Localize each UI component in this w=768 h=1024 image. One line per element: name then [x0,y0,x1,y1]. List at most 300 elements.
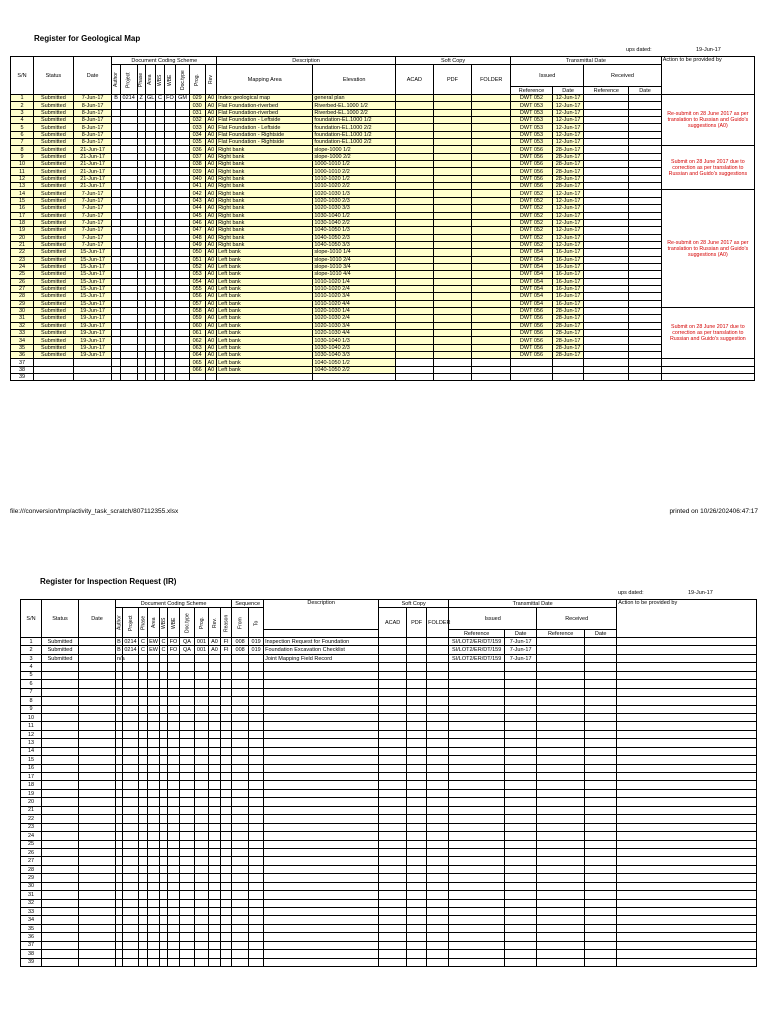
ir-cell-action [617,646,757,654]
cell-acad [396,146,434,153]
cell-author [112,146,120,153]
ir-cell-phase [139,688,148,696]
cell-acad [396,197,434,204]
cell-wbs [156,374,164,381]
ir-cell-sn: 30 [21,882,42,890]
ir-cell-acad [379,764,407,772]
cell-sn: 34 [11,337,34,344]
cell-project [120,256,137,263]
ir-cell-status [42,680,79,688]
ir-cell-doctype [180,739,195,747]
ir-cell-area: EW [149,638,158,645]
ir-cell-date [79,730,116,738]
ir-cell-rref [537,773,585,781]
ir-cell-phase [139,663,148,671]
ir-cell-doctype [180,857,195,865]
ir-cell-ref [449,848,505,856]
cell-idate: 12-Jun-17 [552,219,583,226]
cell-idate: 28-Jun-17 [552,146,583,153]
ir-cell-sn: 18 [21,781,42,789]
cell-phase [137,249,145,256]
ir-col-phase: Phase [139,608,148,638]
cell-pdf [433,374,472,381]
ir-cell-phase [139,916,148,924]
ir-cell-from [232,916,249,924]
table-row [21,941,757,949]
ir-cell-rev [209,958,221,966]
ir-cell-desc [264,865,379,873]
cell-prog: 030 [189,102,205,109]
cell-project [120,175,137,182]
ir-cell-desc [264,924,379,932]
ir-cell-author [116,722,123,730]
col-issued-reference: Reference [511,87,553,95]
cell-area [145,183,155,190]
ir-cell-prog [195,680,209,688]
ir-cell-project [123,789,139,797]
cell-pdf [433,197,472,204]
ir-cell-rref [537,823,585,831]
ir-cell-reason [221,874,232,882]
cell-phase [137,285,145,292]
cell-action [661,366,754,373]
cell-rev: A0 [205,190,217,197]
ir-cell-acad [379,680,407,688]
ir-cell-folder [427,840,449,848]
ir-cell-wbe [168,891,180,899]
ir-cell-sn: 34 [21,916,42,924]
cell-prog: 036 [189,146,205,153]
ir-cell-rdate [585,697,617,705]
cell-phase [137,300,145,307]
table-row [11,256,755,263]
cell-area [145,337,155,344]
cell-area-name: Left bank [217,322,313,329]
cell-sn: 9 [11,153,34,160]
cell-phase [137,153,145,160]
ir-cell-folder [427,663,449,671]
ir-cell-folder [427,857,449,865]
cell-ref: DWT 052 [511,219,553,226]
ir-cell-area [148,680,160,688]
ir-cell-rdate [585,764,617,772]
ir-cell-project [123,688,139,696]
cell-status: Submitted [34,263,74,270]
table-row [21,848,757,856]
cell-project [120,139,137,146]
ir-cell-phase [139,654,148,662]
ir-cell-date [79,739,116,747]
cell-pdf [433,219,472,226]
cell-folder [472,131,511,138]
ir-cell-project [123,697,139,705]
ir-cell-acad [379,848,407,856]
cell-wbe [164,256,176,263]
cell-idate: 28-Jun-17 [552,175,583,182]
table-row [21,874,757,882]
cell-project [120,109,137,116]
cell-status: Submitted [34,271,74,278]
ir-cell-sn: 27 [21,857,42,865]
cell-date: 7-Jun-17 [73,205,112,212]
cell-phase [137,241,145,248]
col-project: Project [120,65,137,95]
ir-cell-prog [195,840,209,848]
ir-cell-idate [505,823,537,831]
cell-elev: 1020-1030 3/4 [313,322,396,329]
table-row [11,322,755,329]
ir-cell-to [249,924,264,932]
cell-project [120,271,137,278]
ir-cell-doctype [180,764,195,772]
cell-prog: 051 [189,256,205,263]
ir-cell-folder [427,798,449,806]
cell-idate: 28-Jun-17 [552,344,583,351]
table-row [11,337,755,344]
ir-cell-prog [195,823,209,831]
ir-cell-ref [449,671,505,679]
ir-cell-wbe [168,654,180,662]
ir-cell-sn: 23 [21,823,42,831]
cell-doctype [176,278,190,285]
cell-author: B [112,95,120,102]
ir-cell-rdate [585,781,617,789]
ir-cell-wbs [160,908,168,916]
cell-wbe [164,124,176,131]
ir-cell-status: Submitted [42,646,79,654]
cell-doctype [176,161,190,168]
ir-cell-idate [505,924,537,932]
cell-rev: A0 [205,352,217,359]
cell-wbs [156,337,164,344]
ir-cell-status [42,815,79,823]
ir-cell-doctype [180,950,195,958]
ir-cell-wbs [160,764,168,772]
ir-cell-rev [209,950,221,958]
cell-acad [396,256,434,263]
cell-phase [137,366,145,373]
cell-rev: A0 [205,241,217,248]
cell-prog: 037 [189,153,205,160]
ir-cell-acad [379,739,407,747]
ir-cell-date [79,654,116,662]
cell-area [145,117,155,124]
cell-ref: DWT 052 [511,95,553,102]
ir-cell-pdf [407,840,427,848]
ir-cell-wbs [160,924,168,932]
ir-cell-to [249,747,264,755]
ir-cell-acad [379,781,407,789]
cell-elev: 1020-1030 3/3 [313,205,396,212]
cell-author [112,256,120,263]
cell-area-name: Flat Foundation - Leftside [217,117,313,124]
ir-cell-action [617,933,757,941]
cell-ref: DWT 053 [511,109,553,116]
cell-area-name: Left bank [217,366,313,373]
cell-author [112,359,120,366]
ir-cell-rref [537,654,585,662]
cell-phase [137,293,145,300]
cell-rdate [629,183,661,190]
ir-cell-status [42,781,79,789]
ir-cell-date [79,722,116,730]
cell-doctype [176,190,190,197]
ir-cell-wbe [168,798,180,806]
cell-sn: 15 [11,197,34,204]
ir-cell-rev [209,671,221,679]
ir-col-description: Description [264,600,379,630]
ir-cell-project [123,730,139,738]
ir-cell-acad [379,924,407,932]
ir-cell-reason [221,924,232,932]
cell-doctype [176,175,190,182]
ir-cell-status [42,671,79,679]
ir-cell-date [79,638,116,646]
cell-area-name: Left bank [217,300,313,307]
ir-cell-from: 008 [232,646,249,654]
ir-cell-action [617,705,757,713]
cell-rev: A0 [205,153,217,160]
ir-cell-reason [221,713,232,721]
ir-cell-desc [264,933,379,941]
ir-cell-reason [221,950,232,958]
ir-cell-status: Submitted [42,654,79,662]
cell-doctype [176,205,190,212]
ir-cell-area [148,713,160,721]
ir-cell-rref [537,806,585,814]
table-row [21,882,757,890]
ir-cell-rref [537,950,585,958]
ir-cell-acad [379,857,407,865]
ir-cell-date [79,857,116,865]
ir-cell-date [79,916,116,924]
cell-project [120,212,137,219]
ir-cell-date [79,663,116,671]
cell-idate: 28-Jun-17 [552,330,583,337]
cell-area [145,153,155,160]
ir-col-project: Project [123,608,139,638]
ir-cell-idate [505,697,537,705]
ir-cell-wbe [168,697,180,705]
ir-cell-idate [505,916,537,924]
ir-cell-reason [221,705,232,713]
cell-wbs [156,124,164,131]
cell-pdf [433,95,472,102]
ir-cell-pdf [407,773,427,781]
ir-cell-desc [264,688,379,696]
cell-wbe [164,190,176,197]
ir-cell-phase [139,756,148,764]
ir-cell-pdf [407,663,427,671]
cell-acad [396,131,434,138]
ir-cell-rdate [585,654,617,662]
cell-status: Submitted [34,190,74,197]
ir-cell-from [232,958,249,966]
cell-prog: 053 [189,271,205,278]
ir-cell-doctype [180,789,195,797]
col-mapping-area: Mapping Area [217,65,313,95]
cell-date [73,366,112,373]
ir-cell-acad [379,713,407,721]
ir-cell-ref [449,713,505,721]
cell-phase [137,359,145,366]
ir-cell-wbs [160,663,168,671]
ir-cell-desc [264,764,379,772]
cell-area-name: Right bank [217,205,313,212]
ir-cell-reason [221,806,232,814]
ir-cell-phase [139,798,148,806]
ir-cell-project [123,865,139,873]
ir-cell-project [123,908,139,916]
ir-cell-folder [427,764,449,772]
cell-rdate [629,285,661,292]
ir-cell-rdate [585,806,617,814]
ir-cell-status [42,840,79,848]
ir-cell-desc [264,840,379,848]
ir-cell-status [42,874,79,882]
cell-doctype [176,227,190,234]
cell-sn: 39 [11,374,34,381]
cell-phase [137,227,145,234]
cell-folder [472,322,511,329]
cell-prog: 057 [189,300,205,307]
cell-prog: 064 [189,352,205,359]
cell-rev: A0 [205,227,217,234]
action-note: Submit on 28 June 2017 due to correction as per translation to Russian and Guido's suggestions [661,146,754,190]
cell-date: 21-Jun-17 [73,168,112,175]
ir-col-rev: Rev. [209,608,221,638]
cell-area: GL [146,95,155,102]
ir-cell-date [79,756,116,764]
ir-cell-sn: 33 [21,908,42,916]
cell-sn: 33 [11,330,34,337]
cell-prog: 039 [189,168,205,175]
cell-author [112,131,120,138]
ir-cell-rev [209,823,221,831]
cell-elev: Riverbed-EL.1000 2/2 [313,109,396,116]
ir-cell-idate [505,730,537,738]
cell-date: 19-Jun-17 [73,322,112,329]
cell-wbs [156,285,164,292]
cell-folder [472,168,511,175]
ir-cell-date [79,899,116,907]
cell-rev: A0 [205,219,217,226]
ir-cell-rdate [585,789,617,797]
cell-rref [584,352,629,359]
ir-cell-author [116,789,123,797]
cell-acad [396,344,434,351]
ir-cell-sn: 28 [21,865,42,873]
cell-idate: 12-Jun-17 [552,139,583,146]
ir-cell-acad [379,958,407,966]
ir-cell-wbe [168,806,180,814]
ir-cell-action [617,865,757,873]
ir-cell-action [617,764,757,772]
table-row [21,739,757,747]
cell-elev: slope-1010 2/4 [313,256,396,263]
ir-col-soft-copy: Soft Copy [379,600,449,608]
cell-date: 15-Jun-17 [73,300,112,307]
ir-cell-action [617,697,757,705]
cell-rev: A0 [205,95,217,102]
cell-folder [472,109,511,116]
ir-cell-action [617,823,757,831]
cell-elev: 1030-1040 2/2 [313,219,396,226]
ir-cell-author [116,671,123,679]
cell-acad [396,278,434,285]
ir-cell-action [617,941,757,949]
ir-cell-rdate [585,908,617,916]
cell-rdate [629,300,661,307]
cell-wbe [164,263,176,270]
cell-date: 8-Jun-17 [73,117,112,124]
cell-phase [137,344,145,351]
ir-cell-project [123,815,139,823]
ir-cell-date [79,882,116,890]
cell-project [120,359,137,366]
ir-cell-from [232,781,249,789]
ir-col-to: To [249,608,264,638]
cell-sn: 8 [11,146,34,153]
cell-wbe [164,161,176,168]
table-row [21,806,757,814]
cell-date: 7-Jun-17 [73,219,112,226]
cell-author [112,212,120,219]
cell-author [112,249,120,256]
cell-project [120,197,137,204]
ir-cell-pdf [407,798,427,806]
cell-ref: DWT 054 [511,293,553,300]
table-row [11,117,755,124]
ir-cell-rdate [585,933,617,941]
table-row [21,832,757,840]
cell-rref [584,322,629,329]
ir-cell-reason [221,823,232,831]
ir-cell-rdate [585,823,617,831]
ir-cell-folder [427,671,449,679]
cell-acad [396,190,434,197]
cell-sn: 6 [11,131,34,138]
ir-cell-rref [537,848,585,856]
ir-cell-rev [209,781,221,789]
cell-rev: A0 [205,344,217,351]
cell-project [120,168,137,175]
cell-project [120,219,137,226]
ir-cell-pdf [407,646,427,654]
ir-cell-wbs [160,950,168,958]
cell-acad [396,109,434,116]
ir-cell-doctype: QA [180,638,195,646]
cell-phase [137,337,145,344]
ir-col-doctype: Doc.type [180,608,195,638]
ir-cell-phase [139,908,148,916]
ir-cell-reason [221,840,232,848]
cell-prog: 035 [189,139,205,146]
ir-cell-idate [505,781,537,789]
table-row [21,950,757,958]
cell-elev: slope-1000 1/2 [313,146,396,153]
cell-pdf [433,344,472,351]
ir-cell-from [232,908,249,916]
cell-area [145,271,155,278]
ir-cell-author [116,747,123,755]
cell-folder [472,161,511,168]
ir-cell-author [116,815,123,823]
ir-cell-rref [537,941,585,949]
ir-cell-rdate [585,722,617,730]
ir-cell-area [148,865,160,873]
cell-area [145,285,155,292]
